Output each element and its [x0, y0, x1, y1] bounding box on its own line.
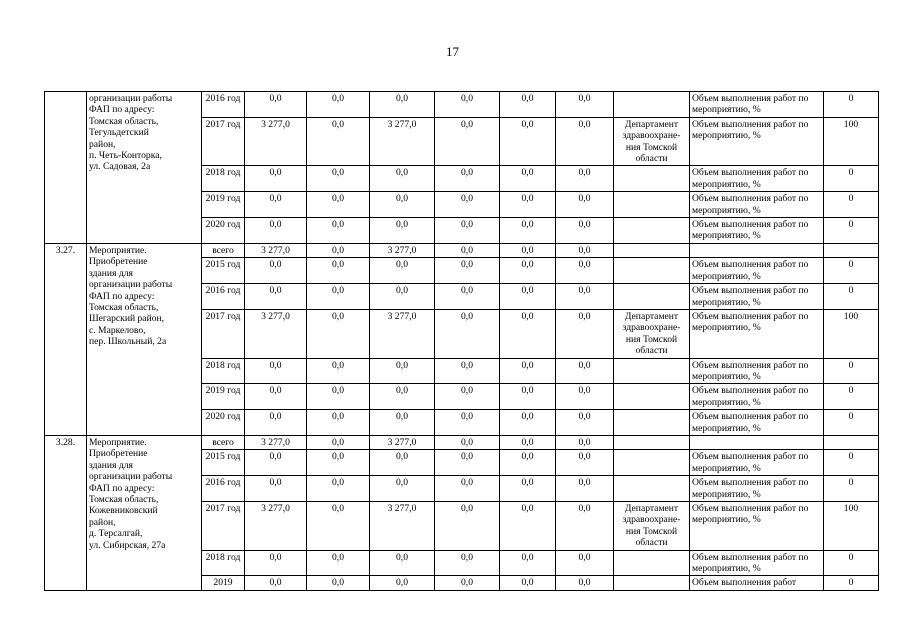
- amount-cell: 0,0: [245, 550, 307, 576]
- department-cell: [614, 435, 690, 449]
- amount-cell: 0,0: [435, 192, 500, 218]
- amount-cell: 0,0: [556, 384, 614, 410]
- amount-cell: 0,0: [500, 92, 556, 118]
- description-line: с. Маркелово,: [89, 324, 146, 336]
- year-cell: 2016 год: [202, 476, 245, 502]
- indicator-value-cell: [824, 435, 879, 449]
- amount-cell: 0,0: [556, 92, 614, 118]
- amount-cell: 0,0: [500, 117, 556, 166]
- description-line: ФАП по адресу:: [89, 104, 155, 116]
- indicator-cell: Объем выполнения работ по мероприятию, %: [690, 284, 824, 310]
- amount-cell: 0,0: [556, 358, 614, 384]
- amount-cell: 0,0: [435, 92, 500, 118]
- amount-cell: 0,0: [370, 166, 435, 192]
- indicator-value-cell: 100: [824, 117, 879, 166]
- amount-cell: 0,0: [500, 410, 556, 436]
- description-line: организации работы: [89, 471, 173, 483]
- amount-cell: 3 277,0: [245, 309, 307, 358]
- amount-cell: 0,0: [435, 309, 500, 358]
- amount-cell: 0,0: [500, 218, 556, 244]
- indicator-value-cell: 0: [824, 410, 879, 436]
- amount-cell: 3 277,0: [245, 435, 307, 449]
- amount-cell: 0,0: [370, 218, 435, 244]
- amount-cell: 0,0: [370, 410, 435, 436]
- indicator-cell: Объем выполнения работ по мероприятию, %: [690, 450, 824, 476]
- amount-cell: 0,0: [307, 192, 370, 218]
- indicator-cell: Объем выполнения работ по мероприятию, %: [690, 258, 824, 284]
- indicator-value-cell: 0: [824, 358, 879, 384]
- amount-cell: 0,0: [307, 218, 370, 244]
- amount-cell: 0,0: [556, 166, 614, 192]
- department-cell: [614, 218, 690, 244]
- amount-cell: 0,0: [307, 502, 370, 551]
- amount-cell: 3 277,0: [245, 243, 307, 257]
- year-cell: всего: [202, 243, 245, 257]
- amount-cell: 0,0: [556, 218, 614, 244]
- indicator-cell: Объем выполнения работ по мероприятию, %: [690, 309, 824, 358]
- department-cell: Департамент здравоохране-ния Томской области: [614, 309, 690, 358]
- year-cell: 2017 год: [202, 117, 245, 166]
- department-cell: [614, 410, 690, 436]
- amount-cell: 0,0: [500, 476, 556, 502]
- amount-cell: 0,0: [370, 576, 435, 590]
- indicator-cell: Объем выполнения работ по мероприятию, %: [690, 192, 824, 218]
- description-line: организации работы: [89, 93, 173, 104]
- description-line: здания для: [89, 267, 133, 279]
- amount-cell: 0,0: [435, 550, 500, 576]
- amount-cell: 0,0: [307, 117, 370, 166]
- department-cell: [614, 92, 690, 118]
- indicator-cell: Объем выполнения работ по мероприятию, %: [690, 384, 824, 410]
- description-line: Шегарский район,: [89, 313, 165, 325]
- amount-cell: 0,0: [370, 192, 435, 218]
- description-line: Томская область,: [89, 494, 159, 505]
- amount-cell: 0,0: [307, 450, 370, 476]
- year-cell: 2020 год: [202, 218, 245, 244]
- row-number: 3.28.: [45, 435, 87, 590]
- amount-cell: 0,0: [307, 358, 370, 384]
- year-cell: 2018 год: [202, 358, 245, 384]
- indicator-cell: Объем выполнения работ по мероприятию, %: [690, 358, 824, 384]
- indicator-value-cell: 100: [824, 309, 879, 358]
- amount-cell: 0,0: [370, 450, 435, 476]
- amount-cell: 0,0: [556, 550, 614, 576]
- description-line: ул. Садовая, 2а: [89, 161, 151, 173]
- amount-cell: 0,0: [500, 550, 556, 576]
- amount-cell: 0,0: [307, 166, 370, 192]
- amount-cell: 0,0: [500, 450, 556, 476]
- table-row: [45, 435, 879, 449]
- description-line: организации работы: [89, 279, 173, 291]
- amount-cell: 0,0: [435, 166, 500, 192]
- indicator-value-cell: 100: [824, 502, 879, 551]
- amount-cell: 0,0: [307, 92, 370, 118]
- description-line: Мероприятие.: [89, 244, 147, 256]
- indicator-cell: Объем выполнения работ по мероприятию, %: [690, 550, 824, 576]
- description-line: Тегульдетский: [89, 127, 149, 139]
- indicator-value-cell: 0: [824, 166, 879, 192]
- description-line: район,: [89, 138, 116, 150]
- department-cell: [614, 166, 690, 192]
- amount-cell: 0,0: [370, 92, 435, 118]
- amount-cell: 0,0: [556, 117, 614, 166]
- amount-cell: 0,0: [556, 258, 614, 284]
- amount-cell: 0,0: [435, 243, 500, 257]
- amount-cell: 0,0: [307, 309, 370, 358]
- amount-cell: 0,0: [245, 218, 307, 244]
- indicator-cell: Объем выполнения работ по мероприятию, %: [690, 410, 824, 436]
- amount-cell: 0,0: [435, 284, 500, 310]
- amount-cell: 0,0: [370, 258, 435, 284]
- indicator-value-cell: [824, 243, 879, 257]
- amount-cell: 0,0: [435, 576, 500, 590]
- amount-cell: 3 277,0: [245, 117, 307, 166]
- indicator-value-cell: 0: [824, 550, 879, 576]
- year-cell: 2017 год: [202, 309, 245, 358]
- year-cell: 2016 год: [202, 284, 245, 310]
- amount-cell: 0,0: [435, 476, 500, 502]
- amount-cell: 3 277,0: [370, 309, 435, 358]
- indicator-cell: [690, 435, 824, 449]
- indicator-value-cell: 0: [824, 384, 879, 410]
- table-row: [45, 243, 879, 257]
- indicator-cell: Объем выполнения работ: [690, 576, 824, 590]
- amount-cell: 0,0: [500, 384, 556, 410]
- description-line: пер. Школьный, 2а: [89, 336, 167, 348]
- description-line: здания для: [89, 459, 133, 471]
- amount-cell: 0,0: [307, 284, 370, 310]
- amount-cell: 0,0: [500, 284, 556, 310]
- description-line: Томская область,: [89, 115, 159, 127]
- amount-cell: 0,0: [500, 192, 556, 218]
- department-cell: [614, 576, 690, 590]
- amount-cell: 0,0: [245, 358, 307, 384]
- amount-cell: 0,0: [245, 410, 307, 436]
- amount-cell: 0,0: [307, 243, 370, 257]
- indicator-cell: Объем выполнения работ по мероприятию, %: [690, 218, 824, 244]
- indicator-value-cell: 0: [824, 218, 879, 244]
- year-cell: 2020 год: [202, 410, 245, 436]
- department-cell: [614, 358, 690, 384]
- department-cell: [614, 192, 690, 218]
- amount-cell: 0,0: [370, 476, 435, 502]
- description-line: д. Терсалгай,: [89, 528, 143, 540]
- amount-cell: 0,0: [435, 410, 500, 436]
- amount-cell: 0,0: [500, 166, 556, 192]
- amount-cell: 0,0: [556, 410, 614, 436]
- department-cell: [614, 476, 690, 502]
- year-cell: 2016 год: [202, 92, 245, 118]
- amount-cell: 0,0: [307, 476, 370, 502]
- activities-table: [44, 91, 879, 591]
- amount-cell: 0,0: [307, 410, 370, 436]
- amount-cell: 0,0: [435, 358, 500, 384]
- amount-cell: 0,0: [245, 476, 307, 502]
- indicator-value-cell: 0: [824, 258, 879, 284]
- year-cell: 2017 год: [202, 502, 245, 551]
- amount-cell: 0,0: [556, 435, 614, 449]
- amount-cell: 0,0: [500, 358, 556, 384]
- department-cell: Департамент здравоохране-ния Томской области: [614, 502, 690, 551]
- indicator-value-cell: 0: [824, 576, 879, 590]
- indicator-cell: [690, 243, 824, 257]
- description-line: ФАП по адресу:: [89, 290, 155, 302]
- indicator-value-cell: 0: [824, 476, 879, 502]
- indicator-cell: Объем выполнения работ по мероприятию, %: [690, 92, 824, 118]
- year-cell: 2018 год: [202, 550, 245, 576]
- amount-cell: 0,0: [370, 358, 435, 384]
- year-cell: 2019 год: [202, 384, 245, 410]
- amount-cell: 0,0: [500, 309, 556, 358]
- department-cell: [614, 550, 690, 576]
- description-line: п. Четь-Конторка,: [89, 150, 162, 162]
- amount-cell: 3 277,0: [370, 502, 435, 551]
- indicator-value-cell: 0: [824, 92, 879, 118]
- indicator-cell: Объем выполнения работ по мероприятию, %: [690, 502, 824, 551]
- indicator-cell: Объем выполнения работ по мероприятию, %: [690, 476, 824, 502]
- amount-cell: 3 277,0: [370, 117, 435, 166]
- amount-cell: 0,0: [370, 284, 435, 310]
- indicator-value-cell: 0: [824, 192, 879, 218]
- activity-description: [87, 435, 202, 590]
- amount-cell: 0,0: [435, 384, 500, 410]
- amount-cell: 0,0: [500, 258, 556, 284]
- amount-cell: 0,0: [500, 435, 556, 449]
- description-line: Приобретение: [89, 256, 148, 268]
- activity-description: [87, 243, 202, 435]
- indicator-cell: Объем выполнения работ по мероприятию, %: [690, 166, 824, 192]
- year-cell: 2015 год: [202, 258, 245, 284]
- row-number: 3.27.: [45, 243, 87, 435]
- amount-cell: 0,0: [245, 258, 307, 284]
- amount-cell: 0,0: [556, 576, 614, 590]
- amount-cell: 0,0: [245, 384, 307, 410]
- amount-cell: 0,0: [500, 243, 556, 257]
- department-cell: [614, 258, 690, 284]
- department-cell: [614, 243, 690, 257]
- amount-cell: 3 277,0: [370, 435, 435, 449]
- amount-cell: 0,0: [435, 502, 500, 551]
- amount-cell: 0,0: [245, 92, 307, 118]
- amount-cell: 0,0: [556, 192, 614, 218]
- amount-cell: 3 277,0: [370, 243, 435, 257]
- activity-description: [87, 92, 202, 244]
- amount-cell: 0,0: [307, 576, 370, 590]
- indicator-value-cell: 0: [824, 284, 879, 310]
- amount-cell: 0,0: [245, 450, 307, 476]
- amount-cell: 0,0: [245, 192, 307, 218]
- amount-cell: 0,0: [307, 258, 370, 284]
- amount-cell: 0,0: [556, 309, 614, 358]
- amount-cell: 0,0: [435, 450, 500, 476]
- row-number: [45, 92, 87, 244]
- amount-cell: 0,0: [556, 450, 614, 476]
- amount-cell: 0,0: [435, 218, 500, 244]
- year-cell: 2019: [202, 576, 245, 590]
- indicator-value-cell: 0: [824, 450, 879, 476]
- description-line: Кожевниковский: [89, 505, 158, 517]
- amount-cell: 0,0: [556, 243, 614, 257]
- department-cell: [614, 284, 690, 310]
- amount-cell: 0,0: [556, 502, 614, 551]
- amount-cell: 0,0: [556, 284, 614, 310]
- description-line: ФАП по адресу:: [89, 482, 155, 494]
- department-cell: Департамент здравоохране-ния Томской области: [614, 117, 690, 166]
- amount-cell: 0,0: [500, 576, 556, 590]
- year-cell: 2019 год: [202, 192, 245, 218]
- description-line: ул. Сибирская, 27а: [89, 539, 166, 551]
- amount-cell: 0,0: [245, 576, 307, 590]
- department-cell: [614, 450, 690, 476]
- amount-cell: 0,0: [307, 550, 370, 576]
- amount-cell: 3 277,0: [245, 502, 307, 551]
- table-row: [45, 92, 879, 118]
- year-cell: 2015 год: [202, 450, 245, 476]
- amount-cell: 0,0: [500, 502, 556, 551]
- amount-cell: 0,0: [307, 384, 370, 410]
- amount-cell: 0,0: [435, 117, 500, 166]
- description-line: Приобретение: [89, 448, 148, 460]
- indicator-cell: Объем выполнения работ по мероприятию, %: [690, 117, 824, 166]
- year-cell: всего: [202, 435, 245, 449]
- amount-cell: 0,0: [435, 435, 500, 449]
- page-number: 17: [446, 44, 459, 59]
- description-line: Томская область,: [89, 301, 159, 313]
- amount-cell: 0,0: [307, 435, 370, 449]
- amount-cell: 0,0: [435, 258, 500, 284]
- amount-cell: 0,0: [245, 166, 307, 192]
- year-cell: 2018 год: [202, 166, 245, 192]
- amount-cell: 0,0: [370, 550, 435, 576]
- amount-cell: 0,0: [370, 384, 435, 410]
- amount-cell: 0,0: [245, 284, 307, 310]
- amount-cell: 0,0: [556, 476, 614, 502]
- description-line: район,: [89, 516, 116, 528]
- department-cell: [614, 384, 690, 410]
- description-line: Мероприятие.: [89, 436, 147, 448]
